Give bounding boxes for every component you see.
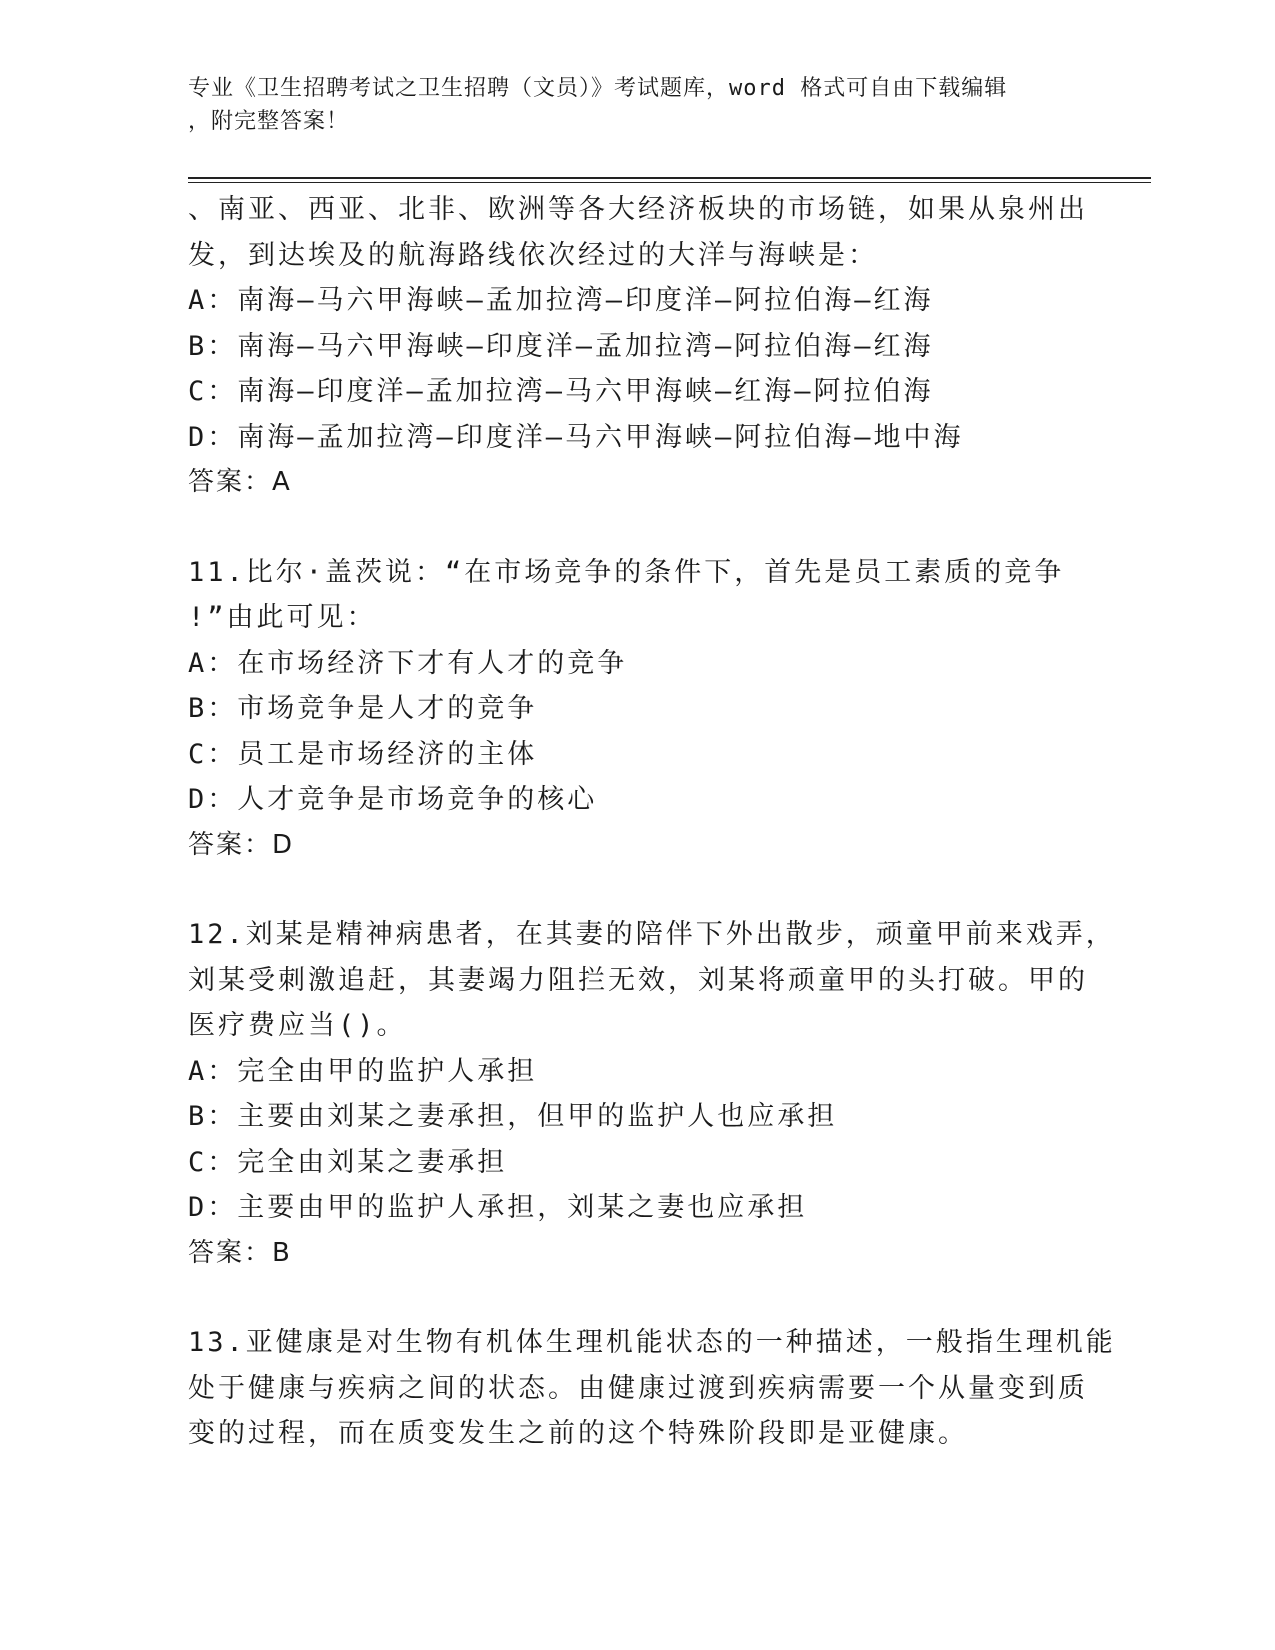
header-line-2: ，附完整答案！ — [188, 109, 350, 134]
answer-line: 答案：D — [188, 829, 295, 860]
option-c: C：完全由刘某之妻承担 — [188, 1146, 508, 1178]
option-a: A：南海—马六甲海峡—孟加拉湾—印度洋—阿拉伯海—红海 — [188, 285, 934, 316]
option-d: D：主要由甲的监护人承担，刘某之妻也应承担 — [188, 1192, 808, 1223]
option-a: A：在市场经济下才有人才的竞争 — [188, 647, 628, 679]
question-stem-line: 刘某受刺激追赶，其妻竭力阻拦无效，刘某将顽童甲的头打破。甲的 — [188, 964, 1088, 996]
question-11 — [188, 550, 1088, 869]
header-rule-thick — [188, 177, 1151, 179]
question-12 — [188, 912, 1116, 1276]
question-stem-line: 11.比尔·盖茨说：“在市场竞争的条件下，首先是员工素质的竞争 — [188, 556, 1065, 588]
option-d: D：人才竞争是市场竞争的核心 — [188, 784, 598, 815]
question-stem-line: 处于健康与疾病之间的状态。由健康过渡到疾病需要一个从量变到质 — [188, 1372, 1088, 1404]
spacer — [188, 1276, 1088, 1320]
question-stem-line: 变的过程，而在质变发生之前的这个特殊阶段即是亚健康。 — [188, 1418, 968, 1449]
option-b: B：主要由刘某之妻承担，但甲的监护人也应承担 — [188, 1101, 838, 1132]
header-line-1: 专业《卫生招聘考试之卫生招聘（文员）》考试题库，word 格式可自由下载编辑 — [188, 76, 1008, 101]
option-b: B：南海—马六甲海峡—印度洋—孟加拉湾—阿拉伯海—红海 — [188, 330, 934, 362]
option-a: A：完全由甲的监护人承担 — [188, 1055, 538, 1087]
question-13 — [188, 1320, 1116, 1457]
option-d: D：南海—孟加拉湾—印度洋—马六甲海峡—阿拉伯海—地中海 — [188, 421, 964, 453]
question-stem-line: 12.刘某是精神病患者，在其妻的陪伴下外出散步，顽童甲前来戏弄， — [188, 919, 1116, 950]
question-stem-line: 13.亚健康是对生物有机体生理机能状态的一种描述，一般指生理机能 — [188, 1327, 1116, 1358]
question-content — [188, 187, 1116, 1457]
spacer — [188, 868, 1088, 912]
header-rule-thin — [188, 182, 1151, 183]
question-stem-line: !”由此可见： — [188, 602, 377, 633]
answer-line: 答案：B — [188, 1237, 292, 1268]
question-10 — [188, 187, 1088, 506]
option-b: B：市场竞争是人才的竞争 — [188, 693, 538, 724]
question-stem-line: 发，到达埃及的航海路线依次经过的大洋与海峡是： — [188, 239, 878, 271]
option-c: C：南海—印度洋—孟加拉湾—马六甲海峡—红海—阿拉伯海 — [188, 376, 934, 407]
spacer — [188, 506, 1088, 550]
question-stem-line: 医疗费应当()。 — [188, 1010, 407, 1041]
page-header — [188, 72, 1068, 138]
question-stem-line: 、南亚、西亚、北非、欧洲等各大经济板块的市场链，如果从泉州出 — [188, 194, 1088, 225]
answer-line: 答案：A — [188, 467, 292, 497]
option-c: C：员工是市场经济的主体 — [188, 738, 538, 770]
